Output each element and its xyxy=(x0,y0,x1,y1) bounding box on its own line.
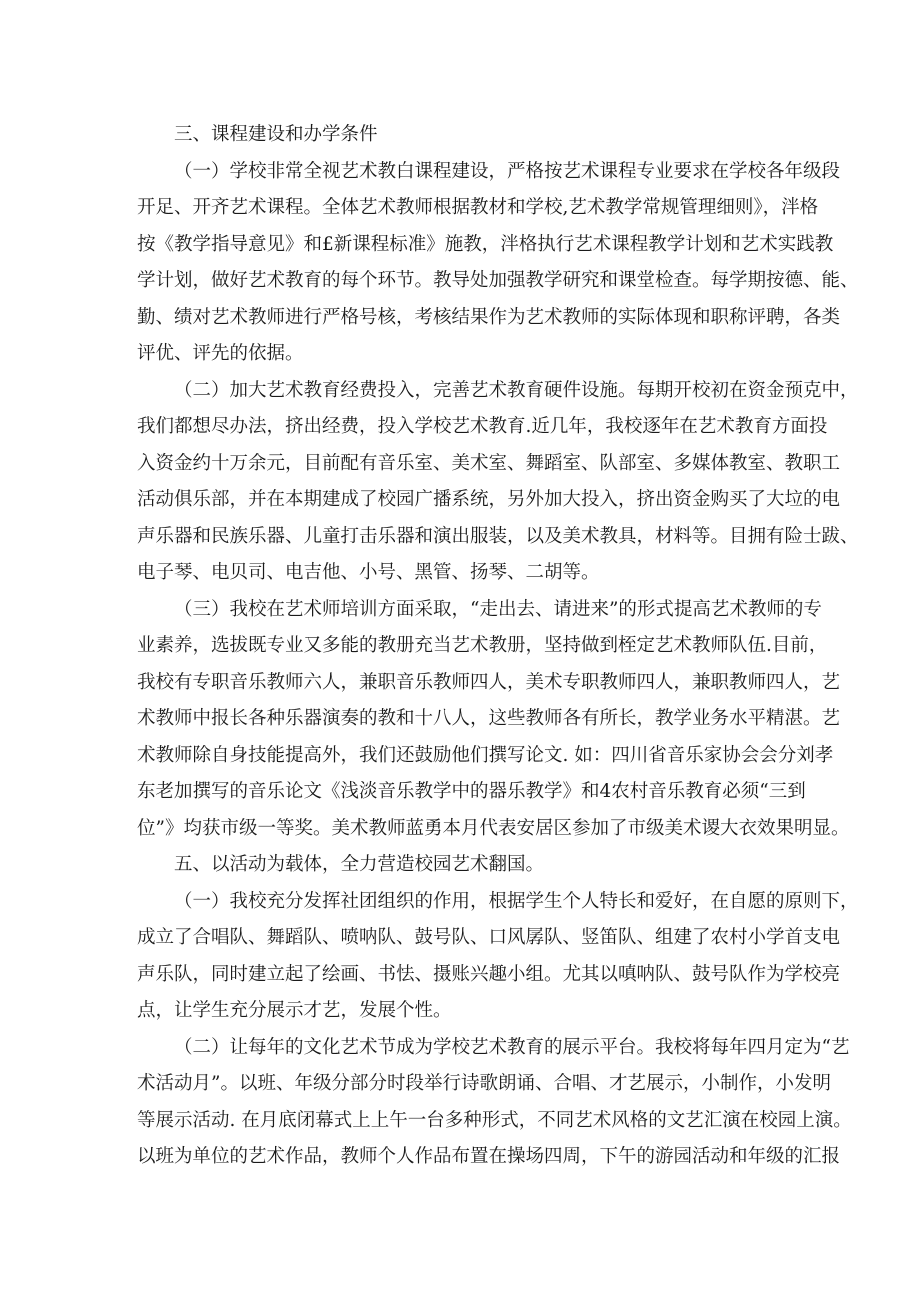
text-line: 声乐队，同时建立起了绘画、书怯、摄账兴趣小组。尤其以嗔呐队、鼓号队作为学校亮 xyxy=(137,963,841,985)
text-line: 以班为单位的艺术作品，教师个人作品布置在操场四周，下午的游园活动和年级的汇报 xyxy=(137,1146,841,1167)
text-line: （二）加大艺术教育经费投入，完善艺术教育硬件设施。每期开校初在资金预克中， xyxy=(174,379,859,401)
text-line: 按《教学指导意见》和£新课程标准》施教，泮格执行艺术课程教学计划和艺术实践教 xyxy=(137,233,834,255)
text-line: 业素养，选拔既专业又多能的教册充当艺术教册，坚持做到桎定艺术教师队伍.目前， xyxy=(137,635,828,656)
text-line: 位”》均获市级一等奖。美术教师蓝勇本月代表安居区参加了市级美术谡大衣效果明显。 xyxy=(137,817,850,839)
text-line: 声乐器和民族乐器、儿童打击乐器和演出服装，以及美术教具，材料等。目拥有险士跋、 xyxy=(137,525,859,547)
text-line: 三、课程建设和办学条件 xyxy=(174,124,378,145)
text-line: 开足、开齐艺术课程。全体艺术教师根据教材和学校,艺术教学常规管理细则》，泮格 xyxy=(137,197,819,218)
text-line: 术教师中报长各种乐器演奏的教和十八人，这些教师各有所长，教学业务水平精湛。艺 xyxy=(137,708,841,729)
text-line: 电子琴、电贝司、电吉他、小号、黑管、扬琴、二胡等。 xyxy=(137,562,600,583)
text-line: 活动俱乐部，并在本期建成了校园广播系统，另外加大投入，挤出资金购买了大垃的电 xyxy=(137,489,841,510)
text-line: 我们都想尽办法，挤出经费，投入学校艺术教育.近几年，我校逐年在艺术教育方面投 xyxy=(137,416,828,437)
text-line: 勤、绩对艺术教师进行严格号核，考核结果作为艺术教师的实际体现和职称评聘，各类 xyxy=(137,306,841,328)
text-line: （一）我校充分发挥社团组织的作用，根据学生个人特长和爱好，在自愿的原则下， xyxy=(174,890,859,912)
text-line: （一）学校非常全视艺术教白课程建设，严格按艺术课程专业要求在学校各年级段 xyxy=(174,160,841,182)
text-line: 点，让学生充分展示才艺，发展个性。 xyxy=(137,1000,452,1021)
document-body xyxy=(137,117,859,1176)
text-line: 我校有专职音乐教师六人，兼职音乐教师四人，美术专职教师四人，兼职教师四人，艺 xyxy=(137,671,841,693)
text-line: 评优、评先的依据。 xyxy=(137,343,304,364)
text-line: 术活动月”。以班、年级分部分时段举行诗歌朗诵、合唱、才艺展示，小制作，小发明 xyxy=(137,1073,831,1094)
text-line: 等展示活动. 在月底闭幕式上上午一台多种形式，不同艺术风格的文艺汇演在校园上演。 xyxy=(137,1109,852,1131)
text-line: 入资金约十万余元，目前配有音乐室、美术室、舞蹈室、队部室、多媒体教室、教职工 xyxy=(137,452,841,474)
text-line: （二）让每年的文化艺术节成为学校艺术教育的展示平台。我校将每年四月定为“艺 xyxy=(174,1036,850,1058)
text-line: （三）我校在艺术师培训方面采取，“走出去、请进来”的形式提高艺术教师的专 xyxy=(174,598,822,620)
text-line: 术教师除自身技能提高外，我们还鼓励他们撰写论文. 如：四川省音乐家协会会分刘孝 xyxy=(137,744,834,766)
text-line: 东老加撰写的音乐论文《浅淡音乐教学中的器乐教学》和4农村音乐教育必须“三到 xyxy=(137,781,806,802)
text-line: 成立了合唱队、舞蹈队、喷呐队、鼓号队、口风孱队、竖笛队、组建了农村小学首支电 xyxy=(137,927,841,948)
text-line: 学计划，做好艺术教育的每个环节。教导处加强教学研究和课堂检查。每学期按德、能、 xyxy=(137,270,859,291)
text-line: 五、以活动为载体，全力营造校园艺术翻国。 xyxy=(174,854,545,875)
